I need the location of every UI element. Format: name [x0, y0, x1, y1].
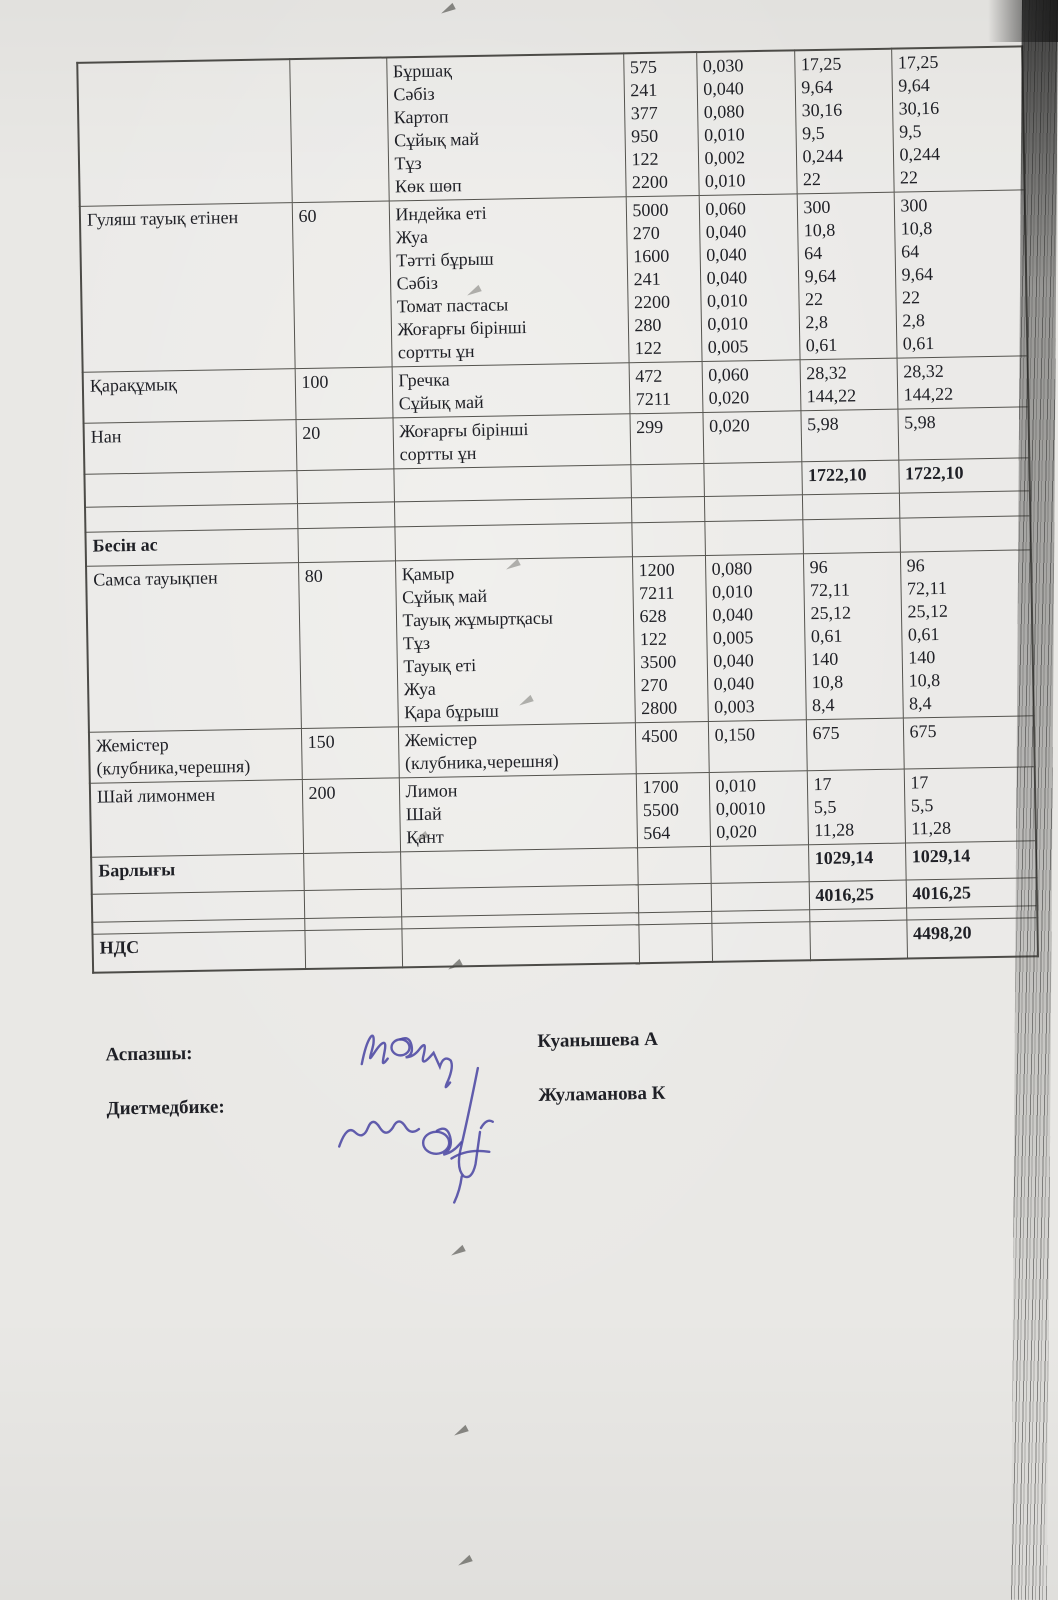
cell-line: 0,040 — [703, 78, 744, 99]
cell-line: 72,11 — [809, 579, 851, 601]
cell-line: 0,0010 — [715, 797, 766, 819]
ink-mark — [452, 1425, 469, 1438]
cell-line: 575 — [629, 56, 658, 78]
cell-line: 0,244 — [899, 143, 941, 165]
cell-line: 64 — [901, 241, 920, 262]
cell-line: 22 — [802, 168, 822, 190]
total-cell — [905, 841, 1037, 880]
cost-cell — [809, 880, 906, 910]
cell-line: 96 — [809, 556, 828, 578]
total-cell — [903, 716, 1035, 769]
cell-line: Қарақұмық — [89, 374, 178, 396]
cell-line: 10,8 — [908, 669, 941, 691]
cell-line: 0,020 — [708, 387, 750, 408]
table-row — [86, 550, 1034, 732]
cell-line: 9,64 — [901, 263, 934, 285]
cell-line: 122 — [631, 148, 659, 170]
cell-line: Сұйық май — [398, 391, 484, 414]
cell-line: Жуа — [403, 678, 436, 700]
cost-cell — [809, 920, 907, 960]
norm-cell — [703, 462, 802, 497]
cell-line: 1029,14 — [911, 845, 971, 867]
cell-line: 0,040 — [706, 244, 747, 265]
dish-cell — [85, 529, 298, 567]
cell-line: 17 — [813, 773, 832, 795]
total-cell — [899, 516, 1031, 552]
cell-line: 0,010 — [715, 775, 757, 796]
cell-line: 0,002 — [704, 147, 746, 168]
gross-cell — [631, 497, 704, 523]
cell-line: 2800 — [640, 697, 678, 719]
cell-line: Картоп — [393, 106, 449, 128]
cell-line: 280 — [634, 314, 662, 336]
cell-line: 10,8 — [900, 217, 933, 239]
ink-mark — [449, 1245, 466, 1258]
cell-line: 0,61 — [805, 334, 838, 356]
cell-line: 140 — [811, 648, 839, 670]
cell-line: 4500 — [641, 725, 678, 747]
cell-line: 122 — [639, 628, 668, 650]
cost-cell — [801, 460, 899, 495]
cost-cell — [802, 518, 900, 554]
cell-line: 5,5 — [910, 795, 934, 816]
cell-line: 7211 — [638, 582, 675, 604]
cell-line: 0,020 — [716, 821, 757, 842]
portion-cell — [296, 469, 394, 504]
portion-cell — [297, 527, 395, 563]
cell-line: 9,64 — [804, 265, 837, 287]
cell-line: Шай лимонмен — [96, 784, 216, 807]
ingredient-cell — [400, 848, 638, 889]
cell-line: 5,98 — [903, 411, 936, 433]
gross-cell — [630, 464, 704, 498]
cell-line: Жоғарғы бірінші — [397, 317, 527, 340]
cell-line: 1700 — [642, 776, 679, 798]
cost-cell — [800, 358, 898, 411]
norm-cell — [705, 554, 806, 722]
dish-cell — [83, 369, 296, 424]
cell-line: 22 — [899, 167, 919, 188]
cell-line: 5,98 — [807, 413, 839, 435]
dish-cell — [91, 854, 304, 895]
cell-line: 1722,10 — [904, 462, 964, 484]
table-row — [80, 190, 1028, 372]
portion-cell — [303, 852, 401, 891]
signer-name-cook: Куанышева А — [537, 1028, 659, 1052]
cell-line: 8,4 — [811, 694, 835, 716]
gross-cell — [635, 721, 709, 773]
ingredient-cell — [399, 774, 637, 852]
portion-cell — [301, 727, 399, 780]
portion-cell — [297, 502, 394, 529]
dish-cell — [77, 59, 291, 206]
cell-line: Тәтті бұрыш — [396, 248, 494, 271]
cell-line: 28,32 — [806, 362, 847, 384]
portion-cell — [304, 929, 402, 969]
cell-line: Көк шөп — [394, 175, 462, 197]
cell-line: Сәбіз — [396, 272, 439, 294]
cell-line: сортты ұн — [399, 442, 477, 465]
cost-cell — [807, 769, 905, 845]
cell-line: 1200 — [638, 559, 675, 581]
cell-line: 0,040 — [713, 673, 755, 694]
cell-line: 4498,20 — [912, 922, 972, 944]
cell-line: 3500 — [640, 651, 677, 673]
cell-line: 0,010 — [711, 581, 753, 602]
cell-line: 100 — [301, 371, 329, 393]
cell-line: Тауық жұмыртқасы — [402, 607, 554, 631]
cell-line: Жемістер — [96, 734, 169, 756]
cell-line: 9,64 — [898, 75, 930, 96]
cell-line: 0,003 — [713, 696, 755, 717]
cell-line: 1029,14 — [814, 847, 874, 869]
ingredient-cell — [393, 414, 631, 469]
dish-cell — [92, 931, 305, 973]
cell-line: 0,040 — [712, 604, 754, 625]
role-label-diet-nurse: Диетмедбике: — [106, 1096, 225, 1120]
cost-cell — [806, 718, 904, 771]
cell-line: 200 — [308, 782, 336, 803]
cell-line: 0,040 — [706, 267, 748, 288]
cell-line: Сұйық май — [393, 128, 480, 151]
cost-cell — [794, 49, 893, 194]
cell-line: 4016,25 — [912, 882, 972, 904]
portion-cell — [302, 778, 400, 854]
cell-line: 150 — [307, 731, 335, 752]
cell-line: Барлығы — [98, 859, 176, 881]
norm-cell — [708, 720, 807, 773]
cost-cell — [803, 552, 903, 720]
cell-line: 0,040 — [713, 650, 754, 671]
portion-cell — [304, 889, 401, 919]
cell-line: 0,010 — [703, 124, 745, 145]
cell-line: 0,61 — [907, 623, 940, 645]
ink-mark — [456, 1555, 473, 1568]
cell-line: 22 — [804, 288, 824, 310]
cell-line: Сәбіз — [393, 83, 435, 105]
gross-cell — [636, 772, 710, 847]
norm-cell — [711, 922, 810, 962]
cell-line: 4016,25 — [815, 884, 875, 906]
total-cell — [894, 190, 1028, 358]
cell-line: 472 — [635, 365, 663, 387]
cell-line: 241 — [633, 268, 661, 290]
cell-line: 0,61 — [902, 332, 935, 354]
cell-line: 0,150 — [714, 724, 756, 745]
norm-cell — [696, 50, 796, 195]
cell-line: 64 — [804, 242, 823, 264]
total-cell — [897, 356, 1029, 409]
cell-line: Индейка еті — [395, 202, 487, 225]
cell-line: 2200 — [633, 291, 671, 313]
norm-cell — [704, 495, 802, 522]
cell-line: 300 — [803, 196, 831, 218]
gross-cell — [629, 413, 703, 465]
cell-line: Жоғарғы бірінші — [399, 419, 529, 442]
cell-line: Қант — [406, 826, 444, 848]
cell-line: 28,32 — [903, 360, 944, 382]
cost-cell — [797, 192, 897, 360]
dish-cell — [80, 203, 295, 373]
ingredient-cell — [401, 885, 638, 917]
cell-line: 5,5 — [813, 796, 837, 818]
cell-line: 0,244 — [802, 145, 844, 167]
norm-cell — [709, 771, 808, 847]
cell-line: 25,12 — [907, 600, 949, 622]
ingredient-cell — [392, 363, 630, 418]
cell-line: 0,020 — [709, 415, 750, 436]
cost-cell — [800, 409, 898, 462]
cell-line: 144,22 — [806, 385, 857, 407]
dish-cell — [84, 420, 297, 475]
cell-line: 675 — [812, 722, 840, 744]
cell-line: 17 — [910, 772, 929, 793]
portion-cell — [296, 418, 394, 471]
cell-line: 0,080 — [711, 558, 753, 579]
dish-cell — [89, 729, 302, 784]
dish-cell — [92, 891, 304, 923]
cell-line: 1600 — [633, 245, 670, 267]
cell-line: 5000 — [632, 199, 669, 221]
cell-line: 564 — [643, 822, 671, 844]
document-content — [70, 31, 1038, 1120]
table-row — [77, 46, 1024, 206]
cell-line: 80 — [304, 565, 323, 586]
cell-line: 2200 — [631, 171, 669, 193]
cell-line: Тұз — [394, 152, 422, 174]
norm-cell — [702, 411, 801, 464]
gross-cell — [638, 883, 711, 912]
cell-line: Лимон — [405, 780, 458, 802]
ingredient-cell — [401, 925, 639, 967]
gross-cell — [637, 846, 711, 884]
dish-cell — [85, 504, 297, 533]
cell-line: 60 — [298, 205, 317, 227]
cell-line: Нан — [90, 426, 122, 447]
cell-line: 10,8 — [803, 219, 836, 241]
total-cell — [900, 550, 1034, 718]
cell-line: 377 — [630, 102, 658, 124]
total-cell — [898, 458, 1030, 493]
total-cell — [906, 878, 1037, 908]
total-cell — [891, 46, 1024, 192]
cell-line: Тұз — [402, 632, 431, 654]
cell-line: 9,64 — [801, 76, 833, 98]
cell-line: Тауық еті — [403, 655, 477, 677]
portion-cell — [292, 201, 392, 369]
cell-line: 17,25 — [897, 51, 939, 73]
cell-line: 72,11 — [906, 577, 948, 599]
cell-line: Қара бұрыш — [403, 700, 499, 723]
cell-line: 241 — [630, 79, 658, 101]
cell-line: Гречка — [398, 369, 450, 391]
cell-line: 0,010 — [704, 170, 746, 191]
cell-line: Бұршақ — [392, 60, 453, 82]
cell-line: сортты ұн — [397, 340, 475, 363]
cell-line: 1722,10 — [807, 464, 867, 486]
cell-line: 0,030 — [702, 55, 744, 76]
cell-line: 96 — [906, 555, 925, 576]
cell-line: 675 — [909, 720, 937, 742]
portion-cell — [298, 561, 398, 729]
cell-line: 950 — [630, 125, 659, 147]
cell-line: 0,005 — [707, 336, 749, 357]
cell-line: Шай — [405, 803, 442, 825]
norm-cell — [704, 520, 803, 556]
cell-line: 8,4 — [908, 693, 932, 714]
dish-cell — [90, 780, 303, 858]
cell-line: 5500 — [642, 799, 680, 821]
signature-diet-nurse — [332, 1063, 535, 1211]
cell-line: 0,61 — [810, 625, 843, 647]
cell-line: 20 — [302, 422, 321, 444]
cell-line: Томат пастасы — [396, 294, 509, 317]
cell-line: Қамыр — [401, 563, 455, 585]
cell-line: 0,005 — [712, 627, 754, 648]
cell-line: 30,16 — [801, 99, 843, 121]
cell-line: 2,8 — [902, 310, 926, 331]
cell-line: Самса тауықпен — [93, 567, 218, 590]
gross-cell — [632, 555, 708, 722]
gross-cell — [623, 52, 698, 197]
ingredient-cell — [394, 523, 632, 561]
cell-line: Бесін ас — [92, 534, 158, 556]
cell-line: 628 — [639, 605, 667, 627]
norm-cell — [699, 194, 800, 362]
cell-line: 0,010 — [707, 313, 749, 334]
ingredient-cell — [398, 723, 636, 778]
cell-line: 0,060 — [708, 364, 749, 385]
cell-line: 270 — [632, 222, 660, 244]
signer-name-diet-nurse: Жуламанова К — [538, 1082, 666, 1106]
cell-line: 30,16 — [898, 97, 940, 119]
cell-line: Жуа — [395, 226, 429, 248]
cell-line: 270 — [640, 674, 668, 696]
ink-mark — [439, 3, 456, 16]
cell-line: 7211 — [635, 388, 672, 410]
cell-line: 2,8 — [805, 311, 829, 333]
ingredient-cell — [386, 53, 625, 201]
dish-cell — [84, 471, 297, 508]
cell-line: (клубника,черешня) — [404, 750, 559, 774]
cell-line: 22 — [901, 287, 921, 308]
gross-cell — [626, 196, 702, 363]
norm-cell — [711, 882, 809, 912]
cell-line: Гуляш тауық етінен — [86, 207, 239, 230]
norm-cell — [710, 845, 809, 884]
portion-cell — [295, 367, 393, 420]
cell-line: 11,28 — [814, 819, 855, 841]
cell-line: 17,25 — [800, 53, 842, 75]
dish-cell — [86, 563, 301, 733]
cell-line: 10,8 — [811, 671, 844, 693]
portion-cell — [289, 57, 388, 202]
cell-line: 0,040 — [705, 221, 747, 242]
cell-line: (клубника,черешня) — [96, 755, 251, 779]
cell-line: НДС — [99, 936, 140, 958]
cell-line: 0,060 — [705, 198, 747, 219]
cost-cell — [802, 493, 899, 520]
cell-line: 299 — [636, 416, 664, 438]
cell-line: 122 — [634, 337, 662, 359]
cell-line: 11,28 — [911, 817, 952, 839]
cell-line: 9,5 — [801, 122, 825, 144]
total-cell — [906, 918, 1038, 958]
norm-cell — [702, 360, 801, 413]
cell-line: Сұйық май — [401, 585, 488, 608]
cell-line: 0,010 — [706, 290, 748, 311]
role-label-cook: Аспазшы: — [105, 1043, 193, 1066]
cell-line: 0,080 — [703, 101, 745, 122]
cell-line: 144,22 — [903, 383, 954, 405]
recipe-cost-table — [76, 45, 1039, 973]
cell-line: 300 — [900, 195, 928, 216]
gross-cell — [631, 522, 705, 557]
total-cell — [899, 491, 1030, 518]
gross-cell — [638, 923, 712, 962]
gross-cell — [629, 362, 703, 414]
ingredient-cell — [389, 197, 629, 367]
ingredient-cell — [393, 465, 631, 502]
cell-line: 25,12 — [810, 602, 852, 624]
signature-block — [87, 1017, 991, 1253]
menu-table-body — [77, 46, 1038, 972]
cell-line: 9,5 — [898, 121, 922, 142]
total-cell — [897, 407, 1029, 460]
cell-line: Жемістер — [404, 729, 478, 751]
cell-line: 140 — [908, 646, 936, 668]
ingredient-cell — [395, 557, 635, 727]
cost-cell — [808, 843, 906, 882]
total-cell — [904, 767, 1036, 843]
